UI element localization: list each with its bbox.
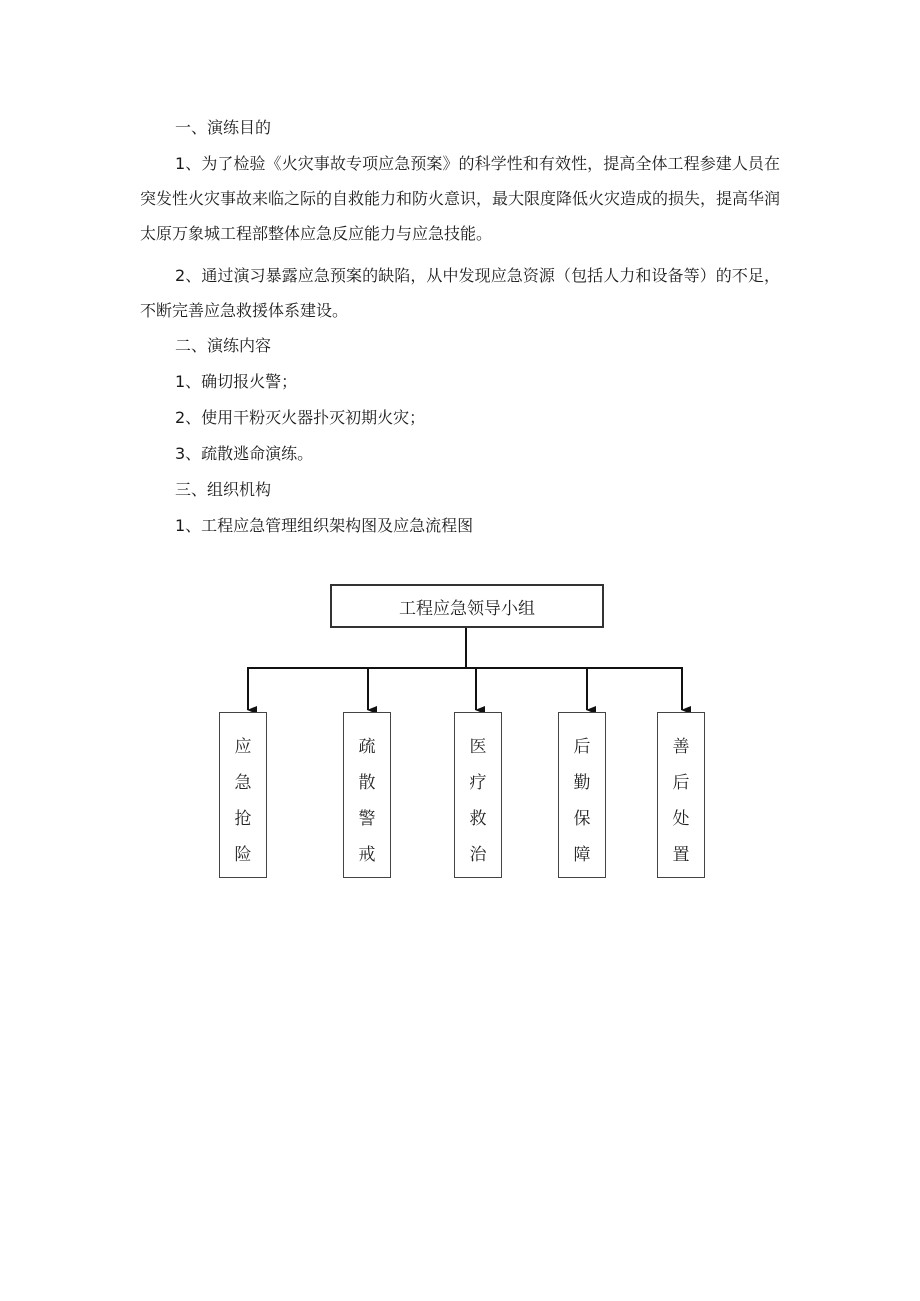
org-child-3-char-3: 救 [469,809,487,829]
org-root-box: 工程应急领导小组 [330,584,604,628]
org-child-3-char-1: 医 [469,737,487,757]
org-child-box-medical-treatment [454,712,502,878]
org-child-1-char-1: 应 [234,737,252,757]
section-heading-organization: 三、组织机构 [175,480,272,499]
org-child-5-char-1: 善 [672,737,690,757]
org-child-4-char-3: 保 [573,809,591,829]
org-child-2-char-2: 散 [358,773,376,793]
content-item-2: 2、使用干粉灭火器扑灭初期火灾； [175,408,426,427]
org-child-1-char-4: 险 [234,845,252,865]
org-child-1-char-2: 急 [234,773,252,793]
org-child-4-char-1: 后 [573,737,591,757]
org-child-box-aftermath-handling [657,712,705,878]
org-child-5-char-4: 置 [672,845,690,865]
org-child-1-char-3: 抢 [234,809,252,829]
org-child-2-char-1: 疏 [358,737,376,757]
section-heading-purpose: 一、演练目的 [175,118,272,137]
section-heading-content: 二、演练内容 [175,336,272,355]
org-child-4-char-2: 勤 [573,773,591,793]
org-child-box-emergency-rescue [219,712,267,878]
purpose-paragraph-2: 2、通过演习暴露应急预案的缺陷，从中发现应急资源（包括人力和设备等）的不足，不断完善应急救援体系建设。 [140,266,780,320]
org-child-3-char-4: 治 [469,845,487,865]
content-item-1: 1、确切报火警； [175,372,298,391]
org-child-3-char-2: 疗 [469,773,487,793]
org-child-box-evacuation-guard [343,712,391,878]
purpose-paragraph-1: 1、为了检验《火灾事故专项应急预案》的科学性和有效性，提高全体工程参建人员在突发性火灾事故来临之际的自救能力和防火意识，最大限度降低火灾造成的损失，提高华润太原万象城工程部整体应急反应能力与应急技能。 [140,154,781,243]
org-child-4-char-4: 障 [573,845,591,865]
org-child-5-char-3: 处 [672,809,690,829]
organization-item-1: 1、工程应急管理组织架构图及应急流程图 [175,516,474,535]
org-child-2-char-4: 戒 [358,845,376,865]
org-child-box-logistics-support [558,712,606,878]
org-child-2-char-3: 警 [358,809,376,829]
org-child-5-char-2: 后 [672,773,690,793]
content-item-3: 3、疏散逃命演练。 [175,444,314,463]
